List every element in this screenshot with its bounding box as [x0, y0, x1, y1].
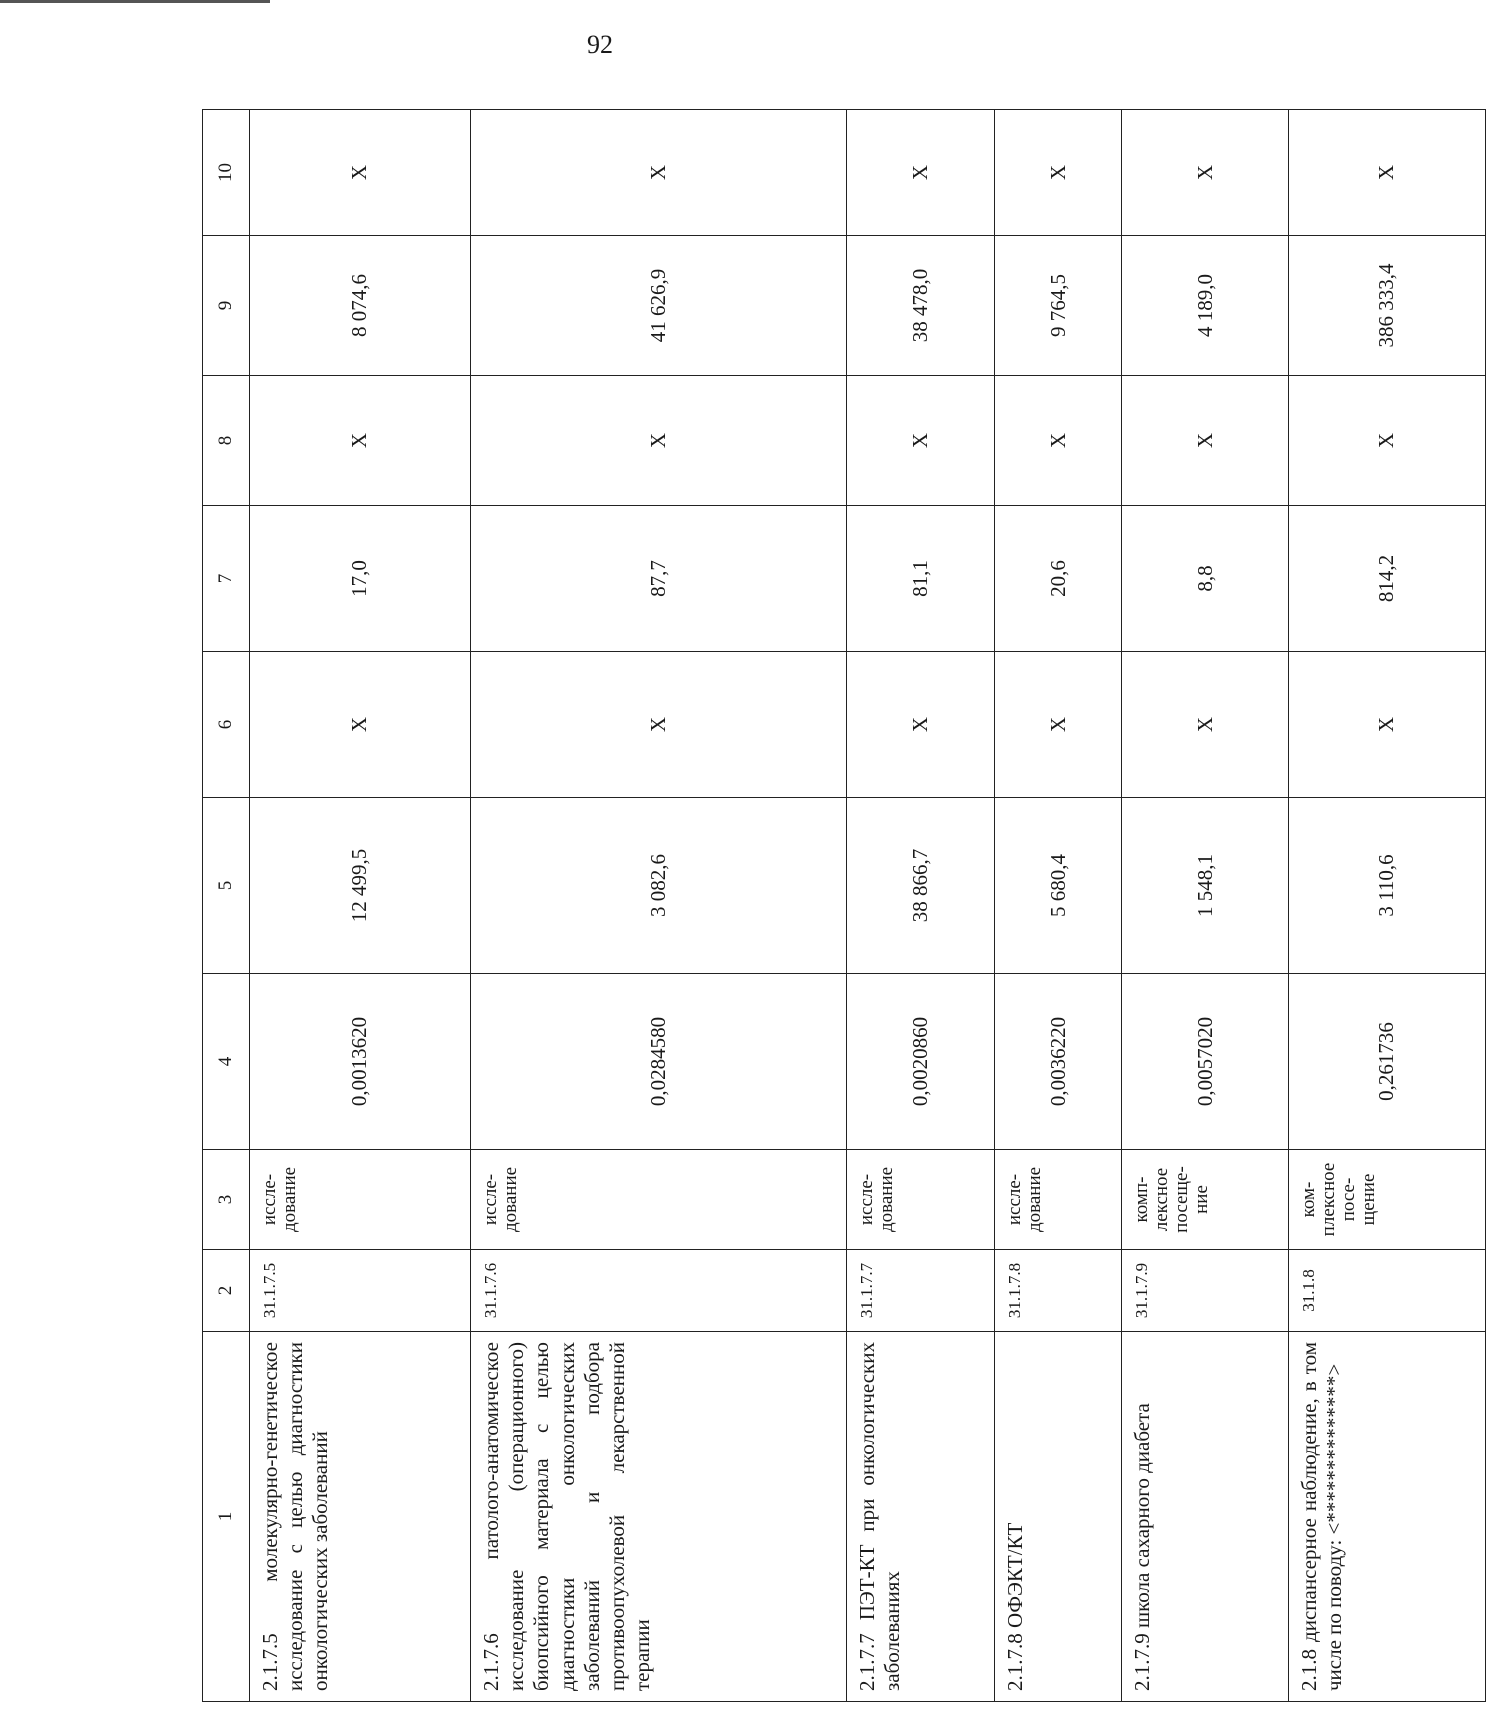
row-code: 31.1.7.6 — [471, 1250, 847, 1332]
row-cell: Х — [249, 376, 470, 506]
row-cell: Х — [249, 652, 470, 798]
row-cell: 0,0013620 — [249, 974, 470, 1150]
row-code: 31.1.7.7 — [846, 1250, 994, 1332]
header-cell: 6 — [203, 652, 250, 798]
row-cell: 386 333,4 — [1289, 236, 1486, 376]
row-cell: 9 764,5 — [995, 236, 1122, 376]
row-cell: 0,261736 — [1289, 974, 1486, 1150]
row-cell: 81,1 — [846, 506, 994, 652]
header-cell: 2 — [203, 1250, 250, 1332]
row-unit: иссле-дование — [995, 1150, 1122, 1250]
row-cell: 38 866,7 — [846, 798, 994, 974]
row-name: 2.1.7.6 патолого-анатомическое исследование (операционного) биопсийного материала с целью диагностики онкологических заболеваний и подбора противоопухолевой лекарственной терапии — [471, 1332, 847, 1702]
row-cell: Х — [995, 652, 1122, 798]
row-cell: 12 499,5 — [249, 798, 470, 974]
table-row — [995, 110, 1122, 1702]
table-row — [846, 110, 994, 1702]
row-cell: 8 074,6 — [249, 236, 470, 376]
header-cell: 8 — [203, 376, 250, 506]
row-code: 31.1.7.9 — [1122, 1250, 1289, 1332]
row-cell: Х — [471, 110, 847, 236]
row-cell: Х — [846, 110, 994, 236]
row-cell: 17,0 — [249, 506, 470, 652]
row-name: 2.1.8 диспансерное наблюдение, в том числе по поводу: <**************> — [1289, 1332, 1486, 1702]
header-cell: 9 — [203, 236, 250, 376]
header-cell: 10 — [203, 110, 250, 236]
header-cell: 1 — [203, 1332, 250, 1702]
row-cell: Х — [1122, 652, 1289, 798]
row-cell: 38 478,0 — [846, 236, 994, 376]
row-cell: Х — [846, 376, 994, 506]
header-cell: 5 — [203, 798, 250, 974]
row-cell: 0,0036220 — [995, 974, 1122, 1150]
table-row — [1289, 110, 1486, 1702]
row-cell: 87,7 — [471, 506, 847, 652]
row-unit: иссле-дование — [471, 1150, 847, 1250]
header-cell: 7 — [203, 506, 250, 652]
row-cell: 41 626,9 — [471, 236, 847, 376]
row-cell: 8,8 — [1122, 506, 1289, 652]
row-cell: 3 082,6 — [471, 798, 847, 974]
row-unit: иссле-дование — [249, 1150, 470, 1250]
row-cell: 1 548,1 — [1122, 798, 1289, 974]
row-code: 31.1.7.8 — [995, 1250, 1122, 1332]
row-cell: Х — [471, 652, 847, 798]
row-cell: Х — [249, 110, 470, 236]
scan-artifact-line — [0, 0, 270, 3]
row-unit: ком-плексное посе-щение — [1289, 1150, 1486, 1250]
tariff-table — [202, 109, 1486, 1702]
row-name: 2.1.7.9 школа сахарного диабета — [1122, 1332, 1289, 1702]
row-unit: комп-лексное посеще-ние — [1122, 1150, 1289, 1250]
header-row — [203, 110, 250, 1702]
row-cell: Х — [1289, 376, 1486, 506]
row-cell: Х — [1122, 376, 1289, 506]
table-row — [471, 110, 847, 1702]
row-code: 31.1.8 — [1289, 1250, 1486, 1332]
row-cell: 0,0057020 — [1122, 974, 1289, 1150]
table-row — [249, 110, 470, 1702]
row-cell: Х — [1289, 110, 1486, 236]
row-cell: 3 110,6 — [1289, 798, 1486, 974]
row-cell: Х — [1122, 110, 1289, 236]
header-cell: 4 — [203, 974, 250, 1150]
row-cell: Х — [1289, 652, 1486, 798]
table-row — [1122, 110, 1289, 1702]
row-cell: 4 189,0 — [1122, 236, 1289, 376]
row-cell: 20,6 — [995, 506, 1122, 652]
header-cell: 3 — [203, 1150, 250, 1250]
row-name: 2.1.7.5 молекулярно-генетическое исследование с целью диагностики онкологических заболеваний — [249, 1332, 470, 1702]
rotated-table-container — [202, 110, 1486, 1702]
row-cell: 0,0020860 — [846, 974, 994, 1150]
row-cell: 814,2 — [1289, 506, 1486, 652]
row-code: 31.1.7.5 — [249, 1250, 470, 1332]
row-cell: 0,0284580 — [471, 974, 847, 1150]
row-cell: Х — [846, 652, 994, 798]
row-name: 2.1.7.8 ОФЭКТ/КТ — [995, 1332, 1122, 1702]
page-number: 92 — [587, 30, 613, 59]
row-name: 2.1.7.7 ПЭТ-КТ при онкологических заболеваниях — [846, 1332, 994, 1702]
row-cell: Х — [471, 376, 847, 506]
row-cell: 5 680,4 — [995, 798, 1122, 974]
row-unit: иссле-дование — [846, 1150, 994, 1250]
row-cell: Х — [995, 110, 1122, 236]
row-cell: Х — [995, 376, 1122, 506]
